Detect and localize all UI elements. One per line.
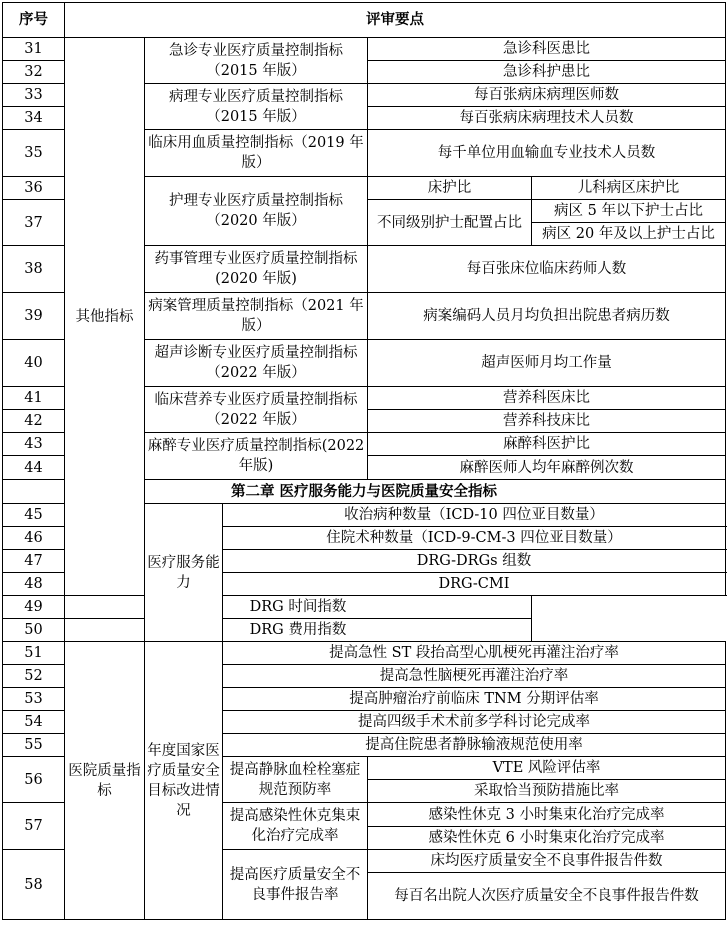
- table-row: [3, 619, 726, 642]
- row-no: 53: [3, 688, 65, 711]
- indicator-right: 儿科病区床护比: [532, 177, 726, 200]
- indicator: 每百张病床病理技术人员数: [368, 107, 726, 130]
- header-no: 序号: [3, 3, 65, 38]
- indicator: 住院术种数量（ICD-9-CM-3 四位亚目数量）: [223, 527, 726, 550]
- indicator-left: 不同级别护士配置占比: [368, 200, 532, 246]
- group-name: 药事管理专业医疗质量控制指标(2020 年版): [145, 246, 368, 293]
- indicator-left: 床护比: [368, 177, 532, 200]
- goal: 提高静脉血栓栓塞症规范预防率: [223, 757, 368, 803]
- indicator: 提高肿瘤治疗前临床 TNM 分期评估率: [223, 688, 726, 711]
- indicator: DRG-DRGs 组数: [223, 550, 726, 573]
- row-no: 42: [3, 410, 65, 433]
- indicator: 提高急性 ST 段抬高型心肌梗死再灌注治疗率: [223, 642, 726, 665]
- measure: 床均医疗质量安全不良事件报告件数: [368, 850, 726, 873]
- row-no: 54: [3, 711, 65, 734]
- header-points: 评审要点: [65, 3, 726, 38]
- header-row: [3, 3, 726, 38]
- indicator: 提高四级手术术前多学科讨论完成率: [223, 711, 726, 734]
- group-name: 超声诊断专业医疗质量控制指标（2022 年版）: [145, 340, 368, 387]
- table-row: [3, 38, 726, 61]
- measure: VTE 风险评估率: [368, 757, 726, 780]
- category-quality: 医院质量指标: [65, 642, 145, 920]
- table-row: [3, 596, 726, 619]
- indicator: DRG 时间指数: [65, 596, 532, 619]
- row-no: 31: [3, 38, 65, 61]
- chapter-row: [3, 480, 726, 504]
- row-no: 57: [3, 803, 65, 850]
- row-no: 50: [3, 619, 65, 642]
- row-no: 46: [3, 527, 65, 550]
- indicator: 提高住院患者静脉输液规范使用率: [223, 734, 726, 757]
- row-no: 45: [3, 504, 65, 527]
- indicator: 每百张病床病理医师数: [368, 84, 726, 107]
- group-name: 麻醉专业医疗质量控制指标(2022 年版): [145, 433, 368, 480]
- measure: 采取恰当预防措施比率: [368, 780, 726, 803]
- row-no: 34: [3, 107, 65, 130]
- goal: 提高医疗质量安全不良事件报告率: [223, 850, 368, 920]
- indicator: 收治病种数量（ICD-10 四位亚目数量）: [223, 504, 726, 527]
- measure: 感染性休克 3 小时集束化治疗完成率: [368, 803, 726, 827]
- indicator: 麻醉医师人均年麻醉例次数: [368, 456, 726, 480]
- row-no: 40: [3, 340, 65, 387]
- group-name: 病案管理质量控制指标（2021 年版）: [145, 293, 368, 340]
- row-no: 44: [3, 456, 65, 480]
- indicator: DRG-CMI: [223, 573, 726, 596]
- indicator: 麻醉科医护比: [368, 433, 726, 456]
- indicator: 每百张床位临床药师人数: [368, 246, 726, 293]
- row-no: 48: [3, 573, 65, 596]
- goal: 提高感染性休克集束化治疗完成率: [223, 803, 368, 850]
- row-no: 55: [3, 734, 65, 757]
- row-no: 39: [3, 293, 65, 340]
- category-service: 医疗服务能力: [145, 504, 223, 642]
- row-no: 56: [3, 757, 65, 803]
- indicator: 病案编码人员月均负担出院患者病历数: [368, 293, 726, 340]
- indicator: 营养科医床比: [368, 387, 726, 410]
- category-other: 其他指标: [65, 38, 145, 596]
- indicator: 营养科技床比: [368, 410, 726, 433]
- row-no: 35: [3, 130, 65, 177]
- subcategory-goals: 年度国家医疗质量安全目标改进情况: [145, 642, 223, 920]
- row-no: 33: [3, 84, 65, 107]
- measure: 感染性休克 6 小时集束化治疗完成率: [368, 827, 726, 850]
- row-no: 43: [3, 433, 65, 456]
- indicator: DRG 费用指数: [65, 619, 532, 642]
- group-name: 临床用血质量控制指标（2019 年版）: [145, 130, 368, 177]
- group-name: 临床营养专业医疗质量控制指标（2022 年版）: [145, 387, 368, 433]
- row-no: 51: [3, 642, 65, 665]
- row-no: 47: [3, 550, 65, 573]
- indicator: 每千单位用血输血专业技术人员数: [368, 130, 726, 177]
- chapter-title: 第二章 医疗服务能力与医院质量安全指标: [3, 480, 726, 504]
- measure: 每百名出院人次医疗质量安全不良事件报告件数: [368, 873, 726, 920]
- group-name: 病理专业医疗质量控制指标（2015 年版）: [145, 84, 368, 130]
- group-name: 急诊专业医疗质量控制指标（2015 年版）: [145, 38, 368, 84]
- row-no: 49: [3, 596, 65, 619]
- indicator: 急诊科护患比: [368, 61, 726, 84]
- row-no: 32: [3, 61, 65, 84]
- row-no: 41: [3, 387, 65, 410]
- group-name: 护理专业医疗质量控制指标（2020 年版）: [145, 177, 368, 246]
- indicator-right: 病区 20 年及以上护士占比: [532, 223, 726, 246]
- indicator-right: 病区 5 年以下护士占比: [532, 200, 726, 223]
- row-no: 36: [3, 177, 65, 200]
- row-no: 37: [3, 200, 65, 246]
- indicator: 提高急性脑梗死再灌注治疗率: [223, 665, 726, 688]
- indicator: 急诊科医患比: [368, 38, 726, 61]
- table-row: [3, 642, 726, 665]
- row-no: 38: [3, 246, 65, 293]
- indicator: 超声医师月均工作量: [368, 340, 726, 387]
- row-no: 58: [3, 850, 65, 920]
- row-no: 52: [3, 665, 65, 688]
- review-table: [2, 2, 726, 920]
